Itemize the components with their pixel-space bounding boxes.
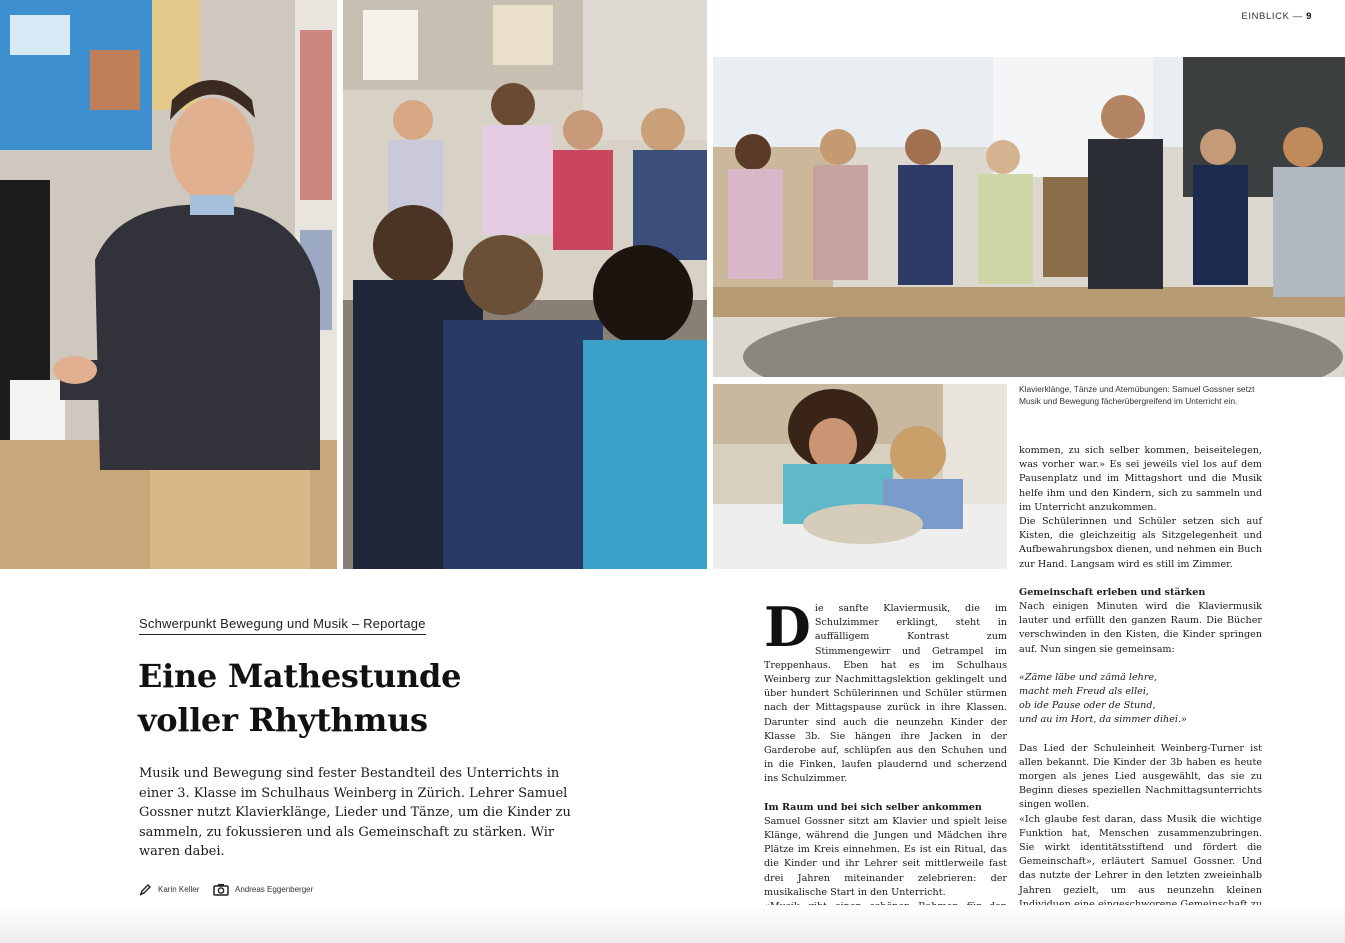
- subheading: Im Raum und bei sich selber ankommen: [764, 801, 982, 813]
- right-page-folio: EINBLICK — 9: [1241, 11, 1312, 22]
- paragraph: Das Lied der Schuleinheit Weinberg-Turner ist allen bekannt. Die Kinder der 3b haben es heute morgen als jenes Lied ausgewählt, das sie zu Beginn dieses speziellen Nachmittagsunterrichts singen wollen.: [1019, 742, 1262, 811]
- paragraph: Die Schülerinnen und Schüler setzen sich auf Kisten, die gleichzeitig als Sitzgelegenheit und Aufbewahrungsbox dienen, und nehmen ein Buch zur Hand. Langsam wird es still im Zimmer.: [1019, 516, 1262, 570]
- paragraph: Nach einigen Minuten wird die Klaviermusik lauter und erfüllt den ganzen Raum. Die Bücher verschwinden in den Kisten, die Kinder springen auf. Nun singen sie gemeinsam:: [1019, 601, 1262, 655]
- article-kicker: Schwerpunkt Bewegung und Musik – Reportage: [139, 616, 426, 635]
- class-sitting-in-circle-photo: [713, 57, 1345, 377]
- title-line-2: voller Rhythmus: [138, 701, 428, 739]
- article-lead: Musik und Bewegung sind fester Bestandteil des Unterrichts in einer 3. Klasse im Schulhaus Weinberg in Zürich. Lehrer Samuel Gossner nutzt Klavierklänge, Lieder und Tänze, um die Kinder zu sammeln, zu fokussieren und als Gemeinschaft zu stärken. Wir waren dabei.: [139, 766, 571, 860]
- photographer-credit: [213, 883, 313, 896]
- author-credit: [139, 883, 199, 896]
- page-bottom-shade: [0, 905, 1345, 943]
- drop-cap: D: [764, 595, 811, 659]
- article-column-1: [764, 595, 1007, 943]
- girls-painting-photo: [713, 384, 1007, 569]
- section-label: EINBLICK: [1241, 11, 1290, 22]
- song-verse: «Zäme läbe und zämä lehre, macht meh Freud als ellei, ob ide Pause oder de Stund, und au im Hort, da simmer dihei.»: [1019, 671, 1187, 726]
- paragraph: Die sanfte Klaviermusik, die im Schulzimmer erklingt, steht in auffälligem Kontrast zum Stimmengewirr und Getrampel im Treppenhaus. Eben hat es im Schulhaus Weinberg zur Nachmittagslektion geklingelt und über hundert Schülerinnen und Schüler stürmen nach der Mittagspause zurück in ihre Klassen. Darunter sind auch die neunzehn Kinder der Klasse 3b. Sie hängen ihre Jacken in der Garderobe auf, schlüpfen aus den Schuhen und in die Finken, laufen plaudernd und scherzend ins Schulzimmer.: [764, 595, 1007, 785]
- title-line-1: Eine Mathestunde: [138, 657, 462, 695]
- author-name: Karin Keller: [158, 885, 200, 894]
- subheading: Gemeinschaft erleben und stärken: [1019, 586, 1206, 598]
- children-dancing-photo: [343, 0, 707, 569]
- paragraph: kommen, zu sich selber kommen, beiseitelegen, was vorher war.» Es sei jeweils viel los auf dem Pausenplatz und im Mittagshort und die Musik helfe ihm und den Kindern, sich zu sammeln und im Unterricht anzukommen.: [1019, 445, 1262, 513]
- camera-icon: [213, 883, 229, 896]
- page-number: 9: [1306, 11, 1312, 22]
- paragraph: «Ich glaube fest daran, dass Musik die wichtige Funktion hat, Menschen zusammenzubringen. Sie wirkt identitätsstiftend und fördert die Gemeinschaft», erläutert Samuel Gossner. Und das nutzte der Lehrer in den letzten zweieinhalb Jahren gezielt, um aus neunzehn kleinen: [1019, 813, 1262, 896]
- photographer-name: Andreas Eggenberger: [235, 885, 314, 894]
- article-title: [138, 654, 588, 742]
- pen-icon: [139, 883, 152, 896]
- photo-caption: Klavierklänge, Tänze und Atemübungen: Samuel Gossner setzt Musik und Bewegung fächerübergreifend im Unterricht ein.: [1019, 384, 1255, 406]
- paragraph: Samuel Gossner sitzt am Klavier und spielt leise Klänge, während die Jungen und Mädchen ihre Plätze im Kreis einnehmen. Es ist ein Ritual, das die Kinder und ihr Lehrer seit mittlerweile fast drei Jahren miteinander zelebrieren: der musikalische Start in den Unterricht.: [764, 815, 1007, 898]
- article-column-2: [1019, 444, 1262, 926]
- teacher-at-piano-photo: [0, 0, 337, 569]
